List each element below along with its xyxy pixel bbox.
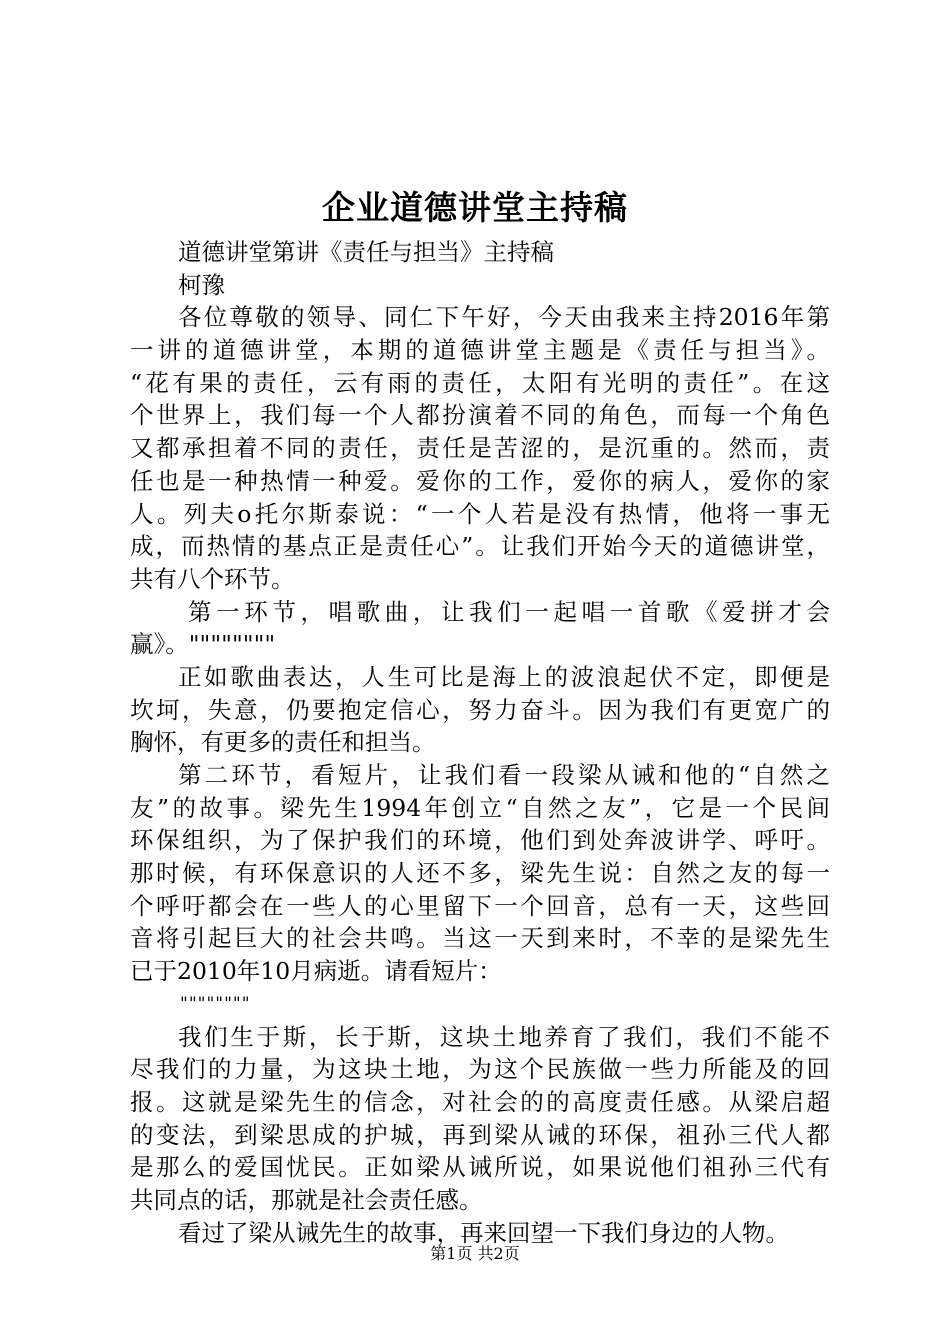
paragraph-line: 正如歌曲表达，人生可比是海上的波浪起伏不定，即便是 [178, 662, 830, 691]
paragraph-line: 一讲的道德讲堂，本期的道德讲堂主题是《责任与担当》。 [130, 336, 830, 365]
document-title: 企业道德讲堂主持稿 [322, 188, 628, 227]
paragraph-line: 那时候，有环保意识的人还不多，梁先生说：自然之友的每一 [130, 859, 830, 888]
paragraph-line: 又都承担着不同的责任，责任是苦涩的，是沉重的。然而，责 [130, 434, 830, 463]
paragraph-line: 是那么的爱国忧民。正如梁从诫所说，如果说他们祖孙三代有 [130, 1153, 830, 1182]
paragraph-line: 看过了梁从诫先生的故事，再来回望一下我们身边的人物。 [178, 1218, 789, 1247]
paragraph-line: 第二环节，看短片，让我们看一段梁从诫和他的“自然之 [178, 761, 830, 789]
paragraph-line: 个呼吁都会在一些人的心里留下一个回音，总有一天，这些回 [130, 891, 830, 920]
paragraph-line: 尽我们的力量，为这块土地，为这个民族做一些力所能及的回 [130, 1055, 830, 1084]
paragraph-line: 环保组织，为了保护我们的环境，他们到处奔波讲学、呼吁。 [130, 826, 830, 855]
paragraph-line: 共同点的话，那就是社会责任感。 [130, 1185, 483, 1214]
page-indicator: 第1页 共2页 [430, 1244, 520, 1263]
paragraph-line: 共有八个环节。 [130, 564, 295, 593]
paragraph-line: 已于2010年10月病逝。请看短片： [130, 957, 502, 986]
paragraph-line: 个世界上，我们每一个人都扮演着不同的角色，而每一个角色 [130, 401, 830, 430]
paragraph-line: 音将引起巨大的社会共鸣。当这一天到来时，不幸的是梁先生 [130, 924, 830, 953]
paragraph-line: 第一环节，唱歌曲，让我们一起唱一首歌《爱拼才会 [188, 597, 830, 626]
author-line: 柯豫 [178, 270, 225, 299]
paragraph-line: 我们生于斯，长于斯，这块土地养育了我们，我们不能不 [178, 1022, 830, 1051]
subtitle-line: 道德讲堂第讲《责任与担当》主持稿 [178, 238, 554, 266]
paragraph-line: 友”的故事。梁先生1994年创立“自然之友”，它是一个民间 [130, 793, 830, 822]
paragraph-line: 的变法，到梁思成的护城，再到梁从诫的环保，祖孙三代人都 [130, 1120, 830, 1149]
paragraph-line: 报。这就是梁先生的信念，对社会的的高度责任感。从梁启超 [130, 1087, 830, 1116]
paragraph-line: 胸怀，有更多的责任和担当。 [130, 728, 436, 757]
paragraph-line: 各位尊敬的领导、同仁下午好，今天由我来主持2016年第 [178, 303, 830, 332]
paragraph-line: """""""" [180, 993, 251, 1014]
paragraph-line: 成，而热情的基点正是责任心”。让我们开始今天的道德讲堂， [130, 532, 830, 561]
paragraph-line: 赢》。"""""""" [130, 630, 276, 659]
paragraph-line: “花有果的责任，云有雨的责任，太阳有光明的责任”。在这 [130, 368, 830, 397]
paragraph-line: 人。列夫o托尔斯泰说：“一个人若是没有热情，他将一事无 [130, 499, 830, 528]
paragraph-line: 任也是一种热情一种爱。爱你的工作，爱你的病人，爱你的家 [130, 466, 830, 495]
document-body [130, 236, 830, 1249]
paragraph-line: 坎坷，失意，仍要抱定信心，努力奋斗。因为我们有更宽广的 [130, 695, 830, 724]
